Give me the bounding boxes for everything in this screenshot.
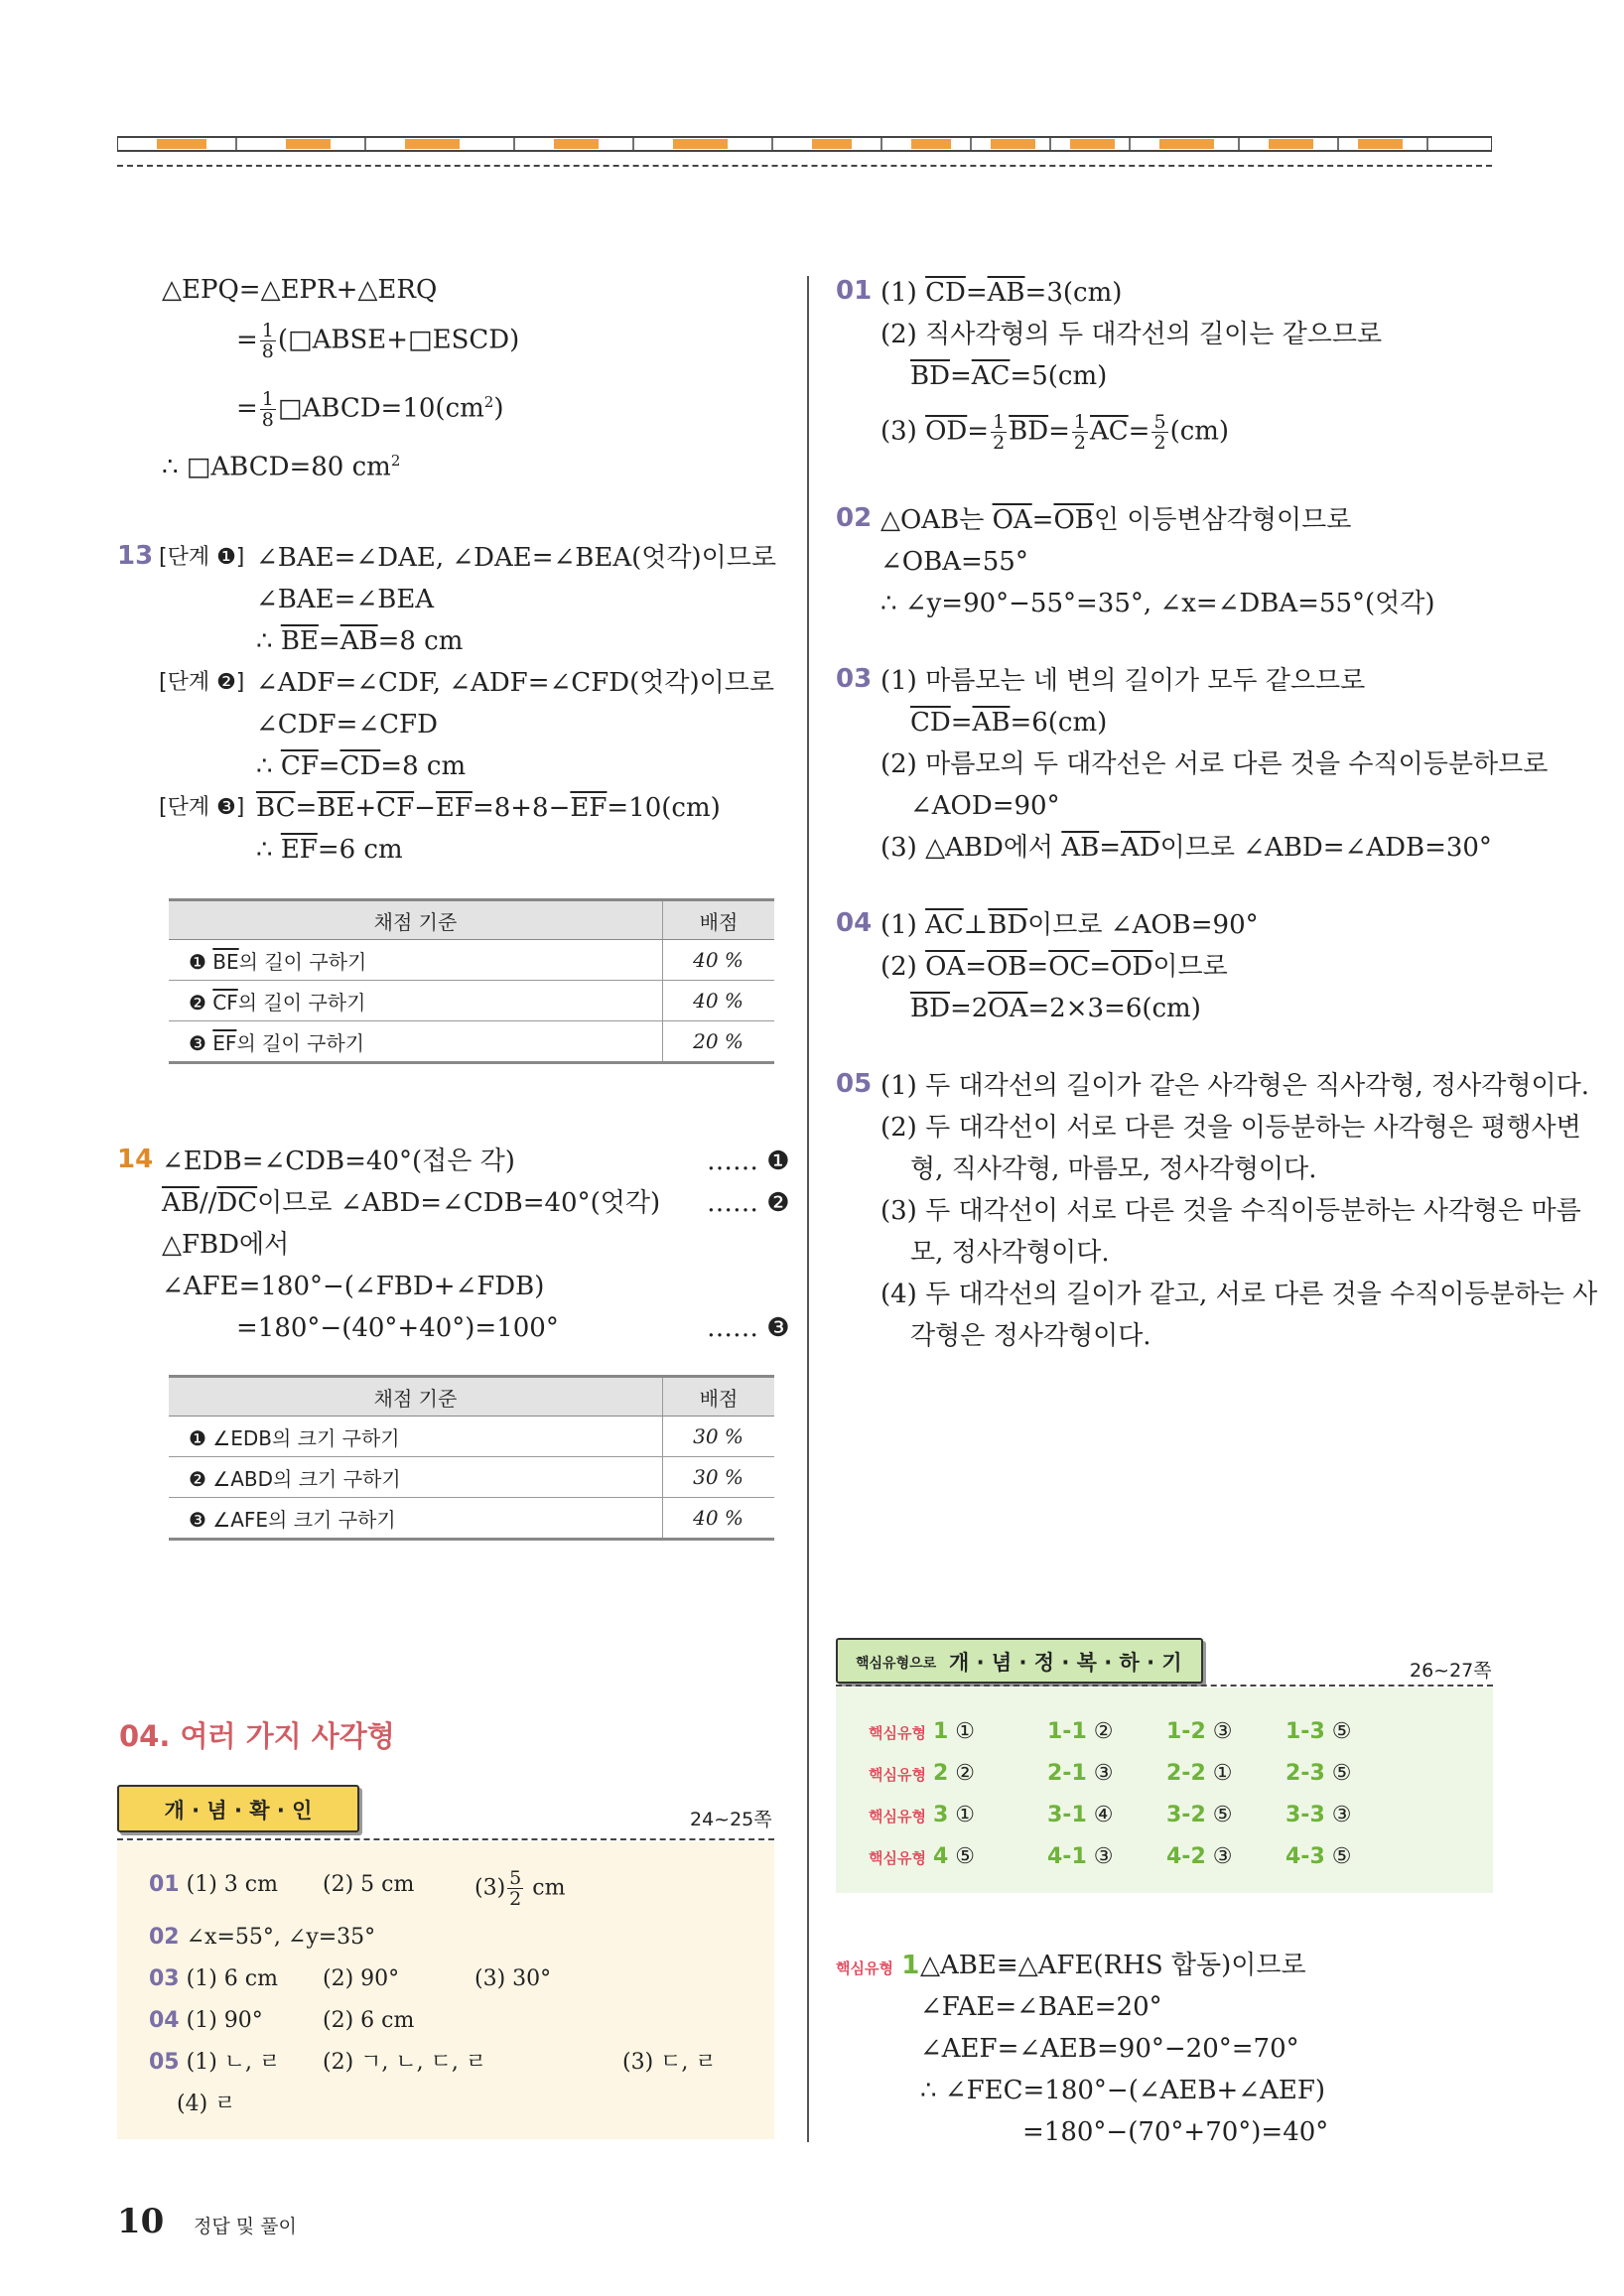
concept-check-tab-label: 개 · 념 · 확 · 인 xyxy=(164,1799,313,1823)
dashed-line xyxy=(836,1685,1493,1687)
equation-line: ∠AOD=90° xyxy=(910,791,1060,821)
equation-line: ∠AFE=180°−(∠FBD+∠FDB) xyxy=(162,1272,545,1301)
equation-line: = $\frac{1}{8}$ (□ABSE+□ESCD) xyxy=(236,320,520,362)
core-review-tab-label: 개 · 념 · 정 · 복 · 하 · 기 xyxy=(949,1651,1182,1675)
equation-line: (2) 두 대각선이 서로 다른 것을 이등분하는 사각형은 평행사변 xyxy=(880,1113,1581,1143)
table-row: ❶ $\overline{BE}$의 길이 구하기 40 % xyxy=(169,940,774,981)
answer-row: 05 (1) ㄴ, ㄹ xyxy=(149,2050,281,2075)
scoring-table-13 xyxy=(169,898,774,1064)
equation-line: $\overline{CD}=\overline{AB}=6(cm)$ xyxy=(910,708,1108,738)
equation-line: ∠ADF=∠CDF, ∠ADF=∠CFD(엇각)이므로 xyxy=(256,668,774,698)
table-header: 배점 xyxy=(663,1377,775,1417)
answer-row: 핵심유형 3 ① xyxy=(869,1803,976,1827)
dashed-line xyxy=(117,1838,774,1840)
answer-item: (3) ㄷ, ㄹ xyxy=(622,2050,717,2075)
question-number: 13 xyxy=(117,541,154,571)
concept-check-tab xyxy=(117,1785,359,1832)
page-number: 10 xyxy=(117,2202,165,2241)
equation-line: △FBD에서 xyxy=(162,1230,290,1260)
header-decoration-band xyxy=(117,134,1492,154)
table-header: 채점 기준 xyxy=(169,900,663,940)
answer-item: 3-2 ⑤ xyxy=(1166,1803,1233,1827)
equation-line: ∠BAE=∠DAE, ∠DAE=∠BEA(엇각)이므로 xyxy=(256,543,777,573)
answer-item: (3) 30° xyxy=(474,1966,552,1991)
step-marker: …… ❷ xyxy=(707,1188,790,1218)
equation-line: = $\frac{1}{8}$ $□ABCD=10(cm^2)$ xyxy=(236,388,504,432)
answer-row: 핵심유형 1 ① xyxy=(869,1719,976,1744)
equation-line: (3) △ABD에서 $\overline{AB}=\overline{AD}$이므로 ∠ABD=∠ADB=30° xyxy=(880,833,1492,863)
page-range: 24~25쪽 xyxy=(690,1809,772,1830)
answer-item: 2-2 ① xyxy=(1166,1761,1233,1786)
equation-line: ∴ $\overline{EF}=6$ cm xyxy=(256,835,403,865)
equation-line: (2) $\overline{OA}=\overline{OB}=\overline{OC}=\overline{OD}$이므로 xyxy=(880,952,1228,982)
equation-line: $\overline{BD}=2\overline{OA}=2\times 3=6(cm)$ xyxy=(910,994,1201,1023)
column-divider xyxy=(807,276,809,2142)
answer-row: 핵심유형 2 ② xyxy=(869,1761,976,1786)
equation-line: ∴ ∠FEC=180°−(∠AEB+∠AEF) xyxy=(920,2076,1326,2105)
step-marker: …… ❸ xyxy=(707,1313,790,1343)
equation-line: (1) 마름모는 네 변의 길이가 모두 같으므로 xyxy=(880,666,1366,696)
answer-item: 2-3 ⑤ xyxy=(1286,1761,1352,1786)
question-number: 01 xyxy=(836,276,873,306)
step-label: [단계 ❷] xyxy=(159,670,245,695)
answer-item: (3) $\frac{5}{2}$ cm xyxy=(474,1867,566,1910)
answer-item: (2) 6 cm xyxy=(323,2008,415,2033)
equation-line: (3) 두 대각선이 서로 다른 것을 수직이등분하는 사각형은 마름 xyxy=(880,1196,1581,1226)
equation-line: 모, 정사각형이다. xyxy=(910,1238,1110,1268)
table-header: 채점 기준 xyxy=(169,1377,663,1417)
equation-line: ∠BAE=∠BEA xyxy=(256,585,435,614)
equation-line: $\overline{BD}=\overline{AC}=5(cm)$ xyxy=(910,361,1108,391)
equation-line: △OAB는 $\overline{OA}=\overline{OB}$인 이등변삼각형이므로 xyxy=(880,505,1352,535)
question-number: 05 xyxy=(836,1069,873,1099)
equation-line: (1) $\overline{CD}=\overline{AB}=3(cm)$ xyxy=(880,278,1123,308)
table-header: 배점 xyxy=(663,900,775,940)
question-number: 02 xyxy=(836,503,873,533)
equation-line: ∠EDB=∠CDB=40°(접은 각) xyxy=(162,1147,515,1176)
header-dashed-line xyxy=(117,165,1492,167)
answer-item: 2-1 ③ xyxy=(1047,1761,1114,1786)
table-row: ❶ ∠EDB의 크기 구하기 30 % xyxy=(169,1417,774,1457)
answer-item: 1-2 ③ xyxy=(1166,1719,1233,1744)
equation-line: ∴ $\overline{BE}=\overline{AB}=8$ cm xyxy=(256,626,464,656)
equation-line: (2) 마름모의 두 대각선은 서로 다른 것을 수직이등분하므로 xyxy=(880,749,1549,779)
question-number: 04 xyxy=(836,908,873,938)
answer-item: 3-3 ③ xyxy=(1286,1803,1352,1827)
equation-line: △ABE≡△AFE(RHS 합동)이므로 xyxy=(920,1951,1306,1980)
equation-line: 형, 직사각형, 마름모, 정사각형이다. xyxy=(910,1154,1317,1184)
answer-item: (2) ㄱ, ㄴ, ㄷ, ㄹ xyxy=(323,2050,487,2075)
equation-line: 각형은 정사각형이다. xyxy=(910,1321,1151,1351)
table-row: ❷ $\overline{CF}$의 길이 구하기 40 % xyxy=(169,981,774,1021)
page-range: 26~27쪽 xyxy=(1410,1660,1492,1682)
question-number: 03 xyxy=(836,664,873,694)
equation-line: $\overline{AB}//\overline{DC}$이므로 ∠ABD=∠CDB=40°(엇각) xyxy=(162,1188,661,1218)
equation-line: (3) $\overline{OD}=$ $\frac{1}{2}$ $\overline{BD}=$ $\frac{1}{2}$ $\overline{AC}=$ $\frac{5}{2}$ (cm) xyxy=(880,411,1230,454)
answer-row: 02 ∠x=55°, ∠y=35° xyxy=(149,1925,376,1950)
answer-item: 1-3 ⑤ xyxy=(1286,1719,1352,1744)
equation-line: ∴ $\overline{CF}=\overline{CD}=8$ cm xyxy=(256,751,467,781)
answer-row: 01 (1) 3 cm xyxy=(149,1872,278,1897)
answer-item: (4) ㄹ xyxy=(177,2092,236,2116)
equation-line: (1) 두 대각선의 길이가 같은 사각형은 직사각형, 정사각형이다. xyxy=(880,1071,1589,1101)
table-row: ❸ ∠AFE의 크기 구하기 40 % xyxy=(169,1498,774,1540)
equation-line: ∠AEF=∠AEB=90°−20°=70° xyxy=(920,2034,1299,2064)
equation-line: 핵심유형 1 xyxy=(836,1951,920,1980)
equation-line: ∠OBA=55° xyxy=(880,547,1028,577)
answer-row: 04 (1) 90° xyxy=(149,2008,263,2033)
equation-line: (4) 두 대각선의 길이가 같고, 서로 다른 것을 수직이등분하는 사 xyxy=(880,1280,1598,1309)
step-label: [단계 ❶] xyxy=(159,545,245,570)
equation-line: ∴ □ABCD=80 $cm^2$ xyxy=(162,452,401,482)
equation-line: △EPQ=△EPR+△ERQ xyxy=(162,275,438,305)
answer-item: (2) 90° xyxy=(323,1966,400,1991)
equation-line: (1) $\overline{AC}\perp\overline{BD}$이므로 ∠AOB=90° xyxy=(880,910,1259,940)
equation-line: =180°−(70°+70°)=40° xyxy=(1022,2117,1329,2147)
footer-label: 정답 및 풀이 xyxy=(194,2216,297,2237)
answer-item: 1-1 ② xyxy=(1047,1719,1114,1744)
equation-line: ∠FAE=∠BAE=20° xyxy=(920,1992,1162,2022)
table-row: ❷ ∠ABD의 크기 구하기 30 % xyxy=(169,1457,774,1498)
equation-line: ∠CDF=∠CFD xyxy=(256,710,438,740)
question-number: 14 xyxy=(117,1145,154,1174)
equation-line: ∴ ∠y=90°−55°=35°, ∠x=∠DBA=55°(엇각) xyxy=(880,589,1435,618)
section-title: 04. 여러 가지 사각형 xyxy=(119,1719,395,1753)
answer-item: (2) 5 cm xyxy=(323,1872,415,1897)
answer-item: 4-1 ③ xyxy=(1047,1844,1114,1869)
step-marker: …… ❶ xyxy=(707,1147,790,1176)
answer-item: 4-2 ③ xyxy=(1166,1844,1233,1869)
table-row: ❸ $\overline{EF}$의 길이 구하기 20 % xyxy=(169,1021,774,1063)
core-review-tab xyxy=(836,1638,1203,1684)
core-review-tab-small: 핵심유형으로 xyxy=(856,1656,937,1672)
equation-line: =180°−(40°+40°)=100° xyxy=(236,1313,559,1343)
answer-row: 03 (1) 6 cm xyxy=(149,1966,278,1991)
step-label: [단계 ❸] xyxy=(159,795,245,820)
answer-item: 4-3 ⑤ xyxy=(1286,1844,1352,1869)
equation-line: (2) 직사각형의 두 대각선의 길이는 같으므로 xyxy=(880,320,1383,349)
scoring-table-14 xyxy=(169,1375,774,1541)
answer-item: 3-1 ④ xyxy=(1047,1803,1114,1827)
equation-line: $\overline{BC}=\overline{BE}+\overline{CF}-\overline{EF}=8+8-\overline{EF}=10(cm)$ xyxy=(256,793,721,823)
answer-row: 핵심유형 4 ⑤ xyxy=(869,1844,976,1869)
